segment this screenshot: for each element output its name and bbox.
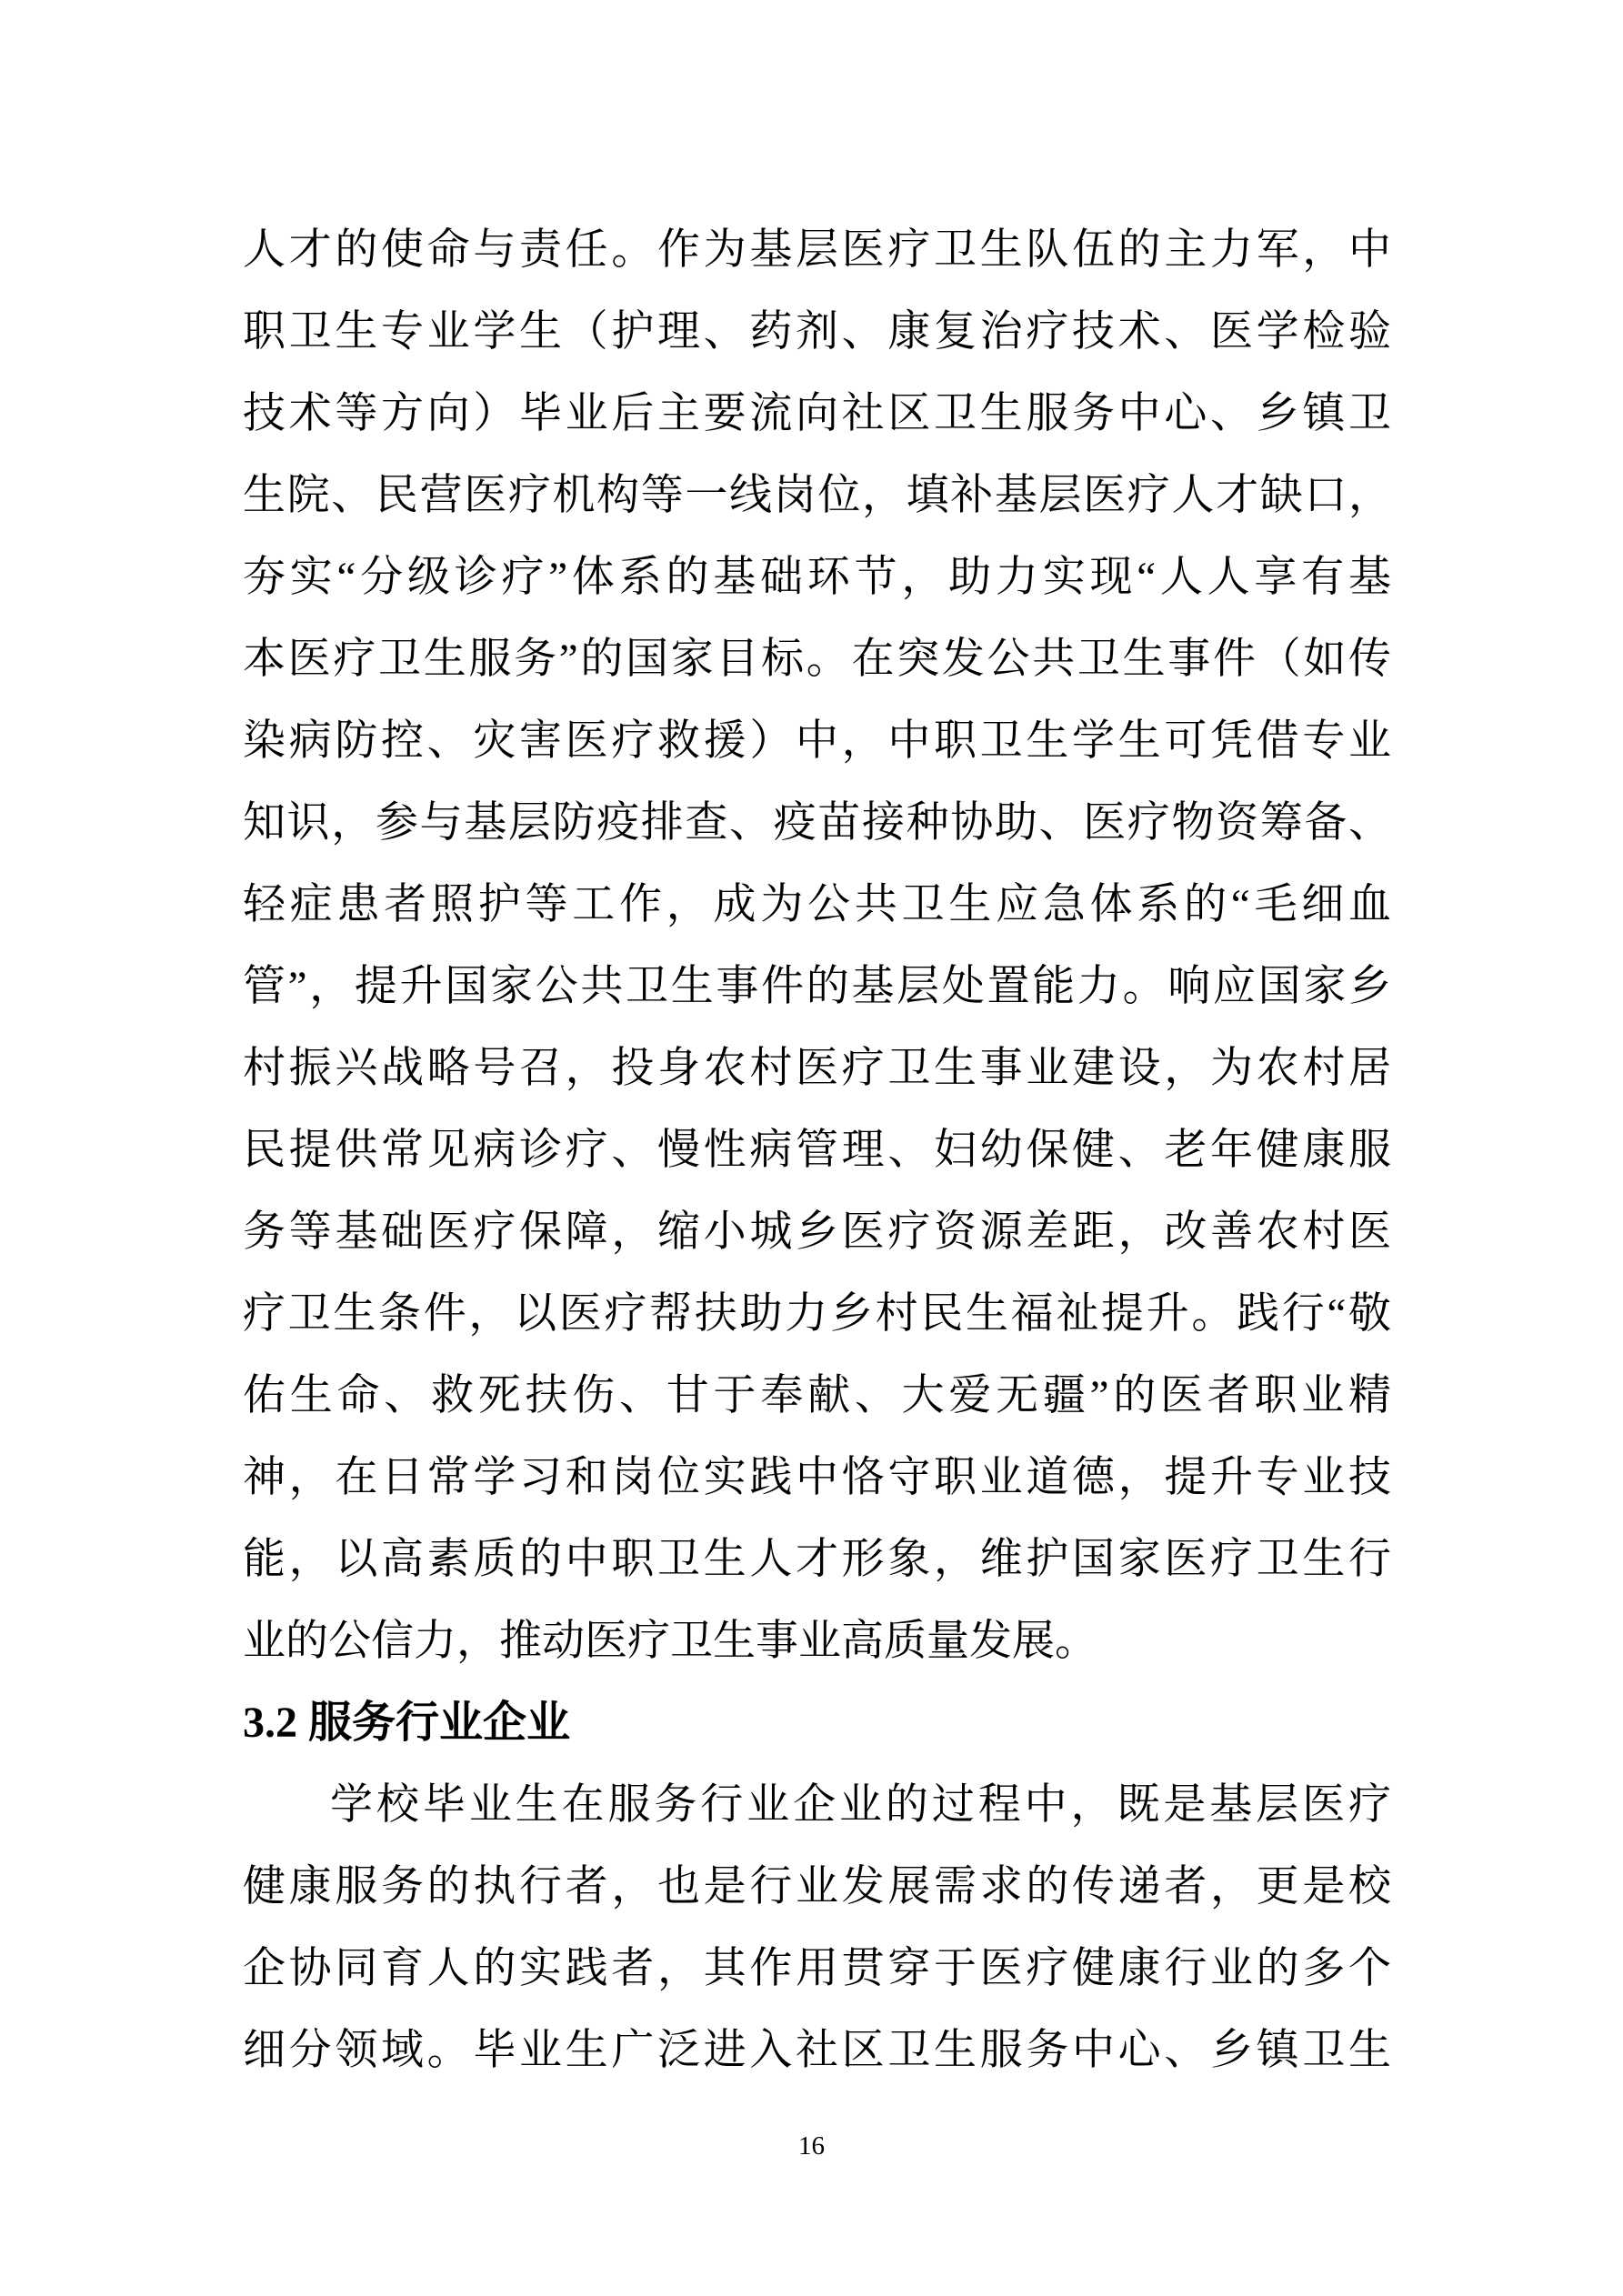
text-line: 本医疗卫生服务”的国家目标。在突发公共卫生事件（如传 (243, 636, 1391, 683)
text-line: 细分领域。毕业生广泛进入社区卫生服务中心、乡镇卫生 (243, 2027, 1391, 2074)
text-line: 佑生命、救死扶伤、甘于奉献、大爱无疆”的医者职业精 (243, 1372, 1391, 1419)
text-line: 务等基础医疗保障，缩小城乡医疗资源差距，改善农村医 (243, 1208, 1391, 1256)
paragraph-1 (243, 209, 1391, 1682)
section-heading: 3.2 服务行业企业 (243, 1699, 571, 1747)
page-body (243, 209, 1391, 2091)
text-line: 村振兴战略号召，投身农村医疗卫生事业建设，为农村居 (243, 1045, 1391, 1092)
text-line: 技术等方向）毕业后主要流向社区卫生服务中心、乡镇卫 (243, 390, 1391, 437)
paragraph-2 (243, 1764, 1391, 2091)
text-line: 疗卫生条件，以医疗帮扶助力乡村民生福祉提升。践行“敬 (243, 1290, 1391, 1338)
text-line: 人才的使命与责任。作为基层医疗卫生队伍的主力军，中 (243, 226, 1391, 274)
text-line: 知识，参与基层防疫排查、疫苗接种协助、医疗物资筹备、 (243, 799, 1391, 847)
text-line: 健康服务的执行者，也是行业发展需求的传递者，更是校 (243, 1863, 1391, 1910)
text-line: 染病防控、灾害医疗救援）中，中职卫生学生可凭借专业 (243, 717, 1391, 765)
text-line: 业的公信力，推动医疗卫生事业高质量发展。 (243, 1618, 1097, 1665)
text-line: 神，在日常学习和岗位实践中恪守职业道德，提升专业技 (243, 1454, 1391, 1501)
text-line: 夯实“分级诊疗”体系的基础环节，助力实现“人人享有基 (243, 554, 1391, 601)
text-line: 学校毕业生在服务行业企业的过程中，既是基层医疗 (330, 1781, 1391, 1829)
text-line: 企协同育人的实践者，其作用贯穿于医疗健康行业的多个 (243, 1945, 1391, 1992)
text-line: 职卫生专业学生（护理、药剂、康复治疗技术、医学检验 (243, 308, 1391, 356)
text-line: 生院、民营医疗机构等一线岗位，填补基层医疗人才缺口， (243, 472, 1391, 519)
text-line: 管”，提升国家公共卫生事件的基层处置能力。响应国家乡 (243, 963, 1391, 1010)
text-line: 民提供常见病诊疗、慢性病管理、妇幼保健、老年健康服 (243, 1127, 1391, 1174)
text-line: 能，以高素质的中职卫生人才形象，维护国家医疗卫生行 (243, 1536, 1391, 1583)
page-number: 16 (798, 2131, 825, 2161)
text-line: 轻症患者照护等工作，成为公共卫生应急体系的“毛细血 (243, 881, 1391, 928)
